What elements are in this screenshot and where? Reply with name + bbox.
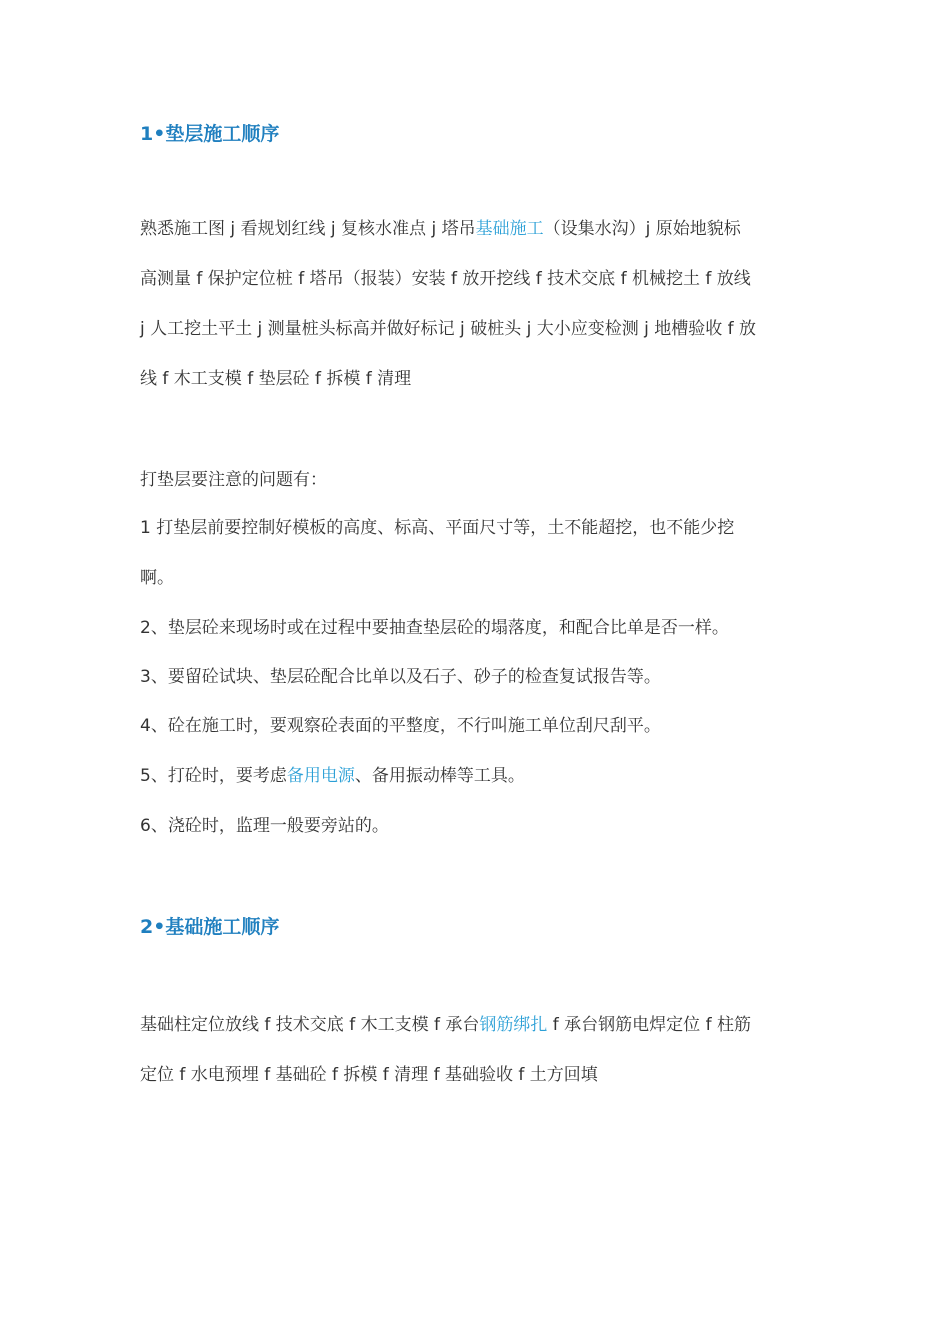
backup-power-link[interactable]: 备用电源 [286, 766, 355, 786]
note-5-text: 5、打砼时，要考虑 [140, 766, 287, 786]
sequence-text: 熟悉施工图 j 看规划红线 j 复核水准点 j 塔吊 [140, 219, 476, 239]
note-5 [140, 751, 525, 801]
sequence-line-3: j 人工挖土平土 j 测量桩头标高并做好标记 j 破桩头 j 大小应变检测 j 地槽验收 f 放 [140, 319, 757, 339]
rebar-binding-link[interactable]: 钢筋绑扎 [479, 1015, 548, 1035]
sequence-line-1 [140, 1000, 820, 1050]
note-3: 3、要留砼试块、垫层砼配合比单以及石子、砂子的检查复试报告等。 [140, 667, 661, 687]
sequence-text: （设集水沟）j 原始地貌标 [543, 219, 741, 239]
sequence-line-1 [140, 204, 820, 254]
foundation-construction-link[interactable]: 基础施工 [475, 219, 544, 239]
notes-intro: 打垫层要注意的问题有： [140, 470, 327, 490]
sequence-text: 基础柱定位放线 f 技术交底 f 木工支模 f 承台 [140, 1015, 480, 1035]
section-1-sequence [140, 204, 820, 404]
note-1-line-2: 啊。 [140, 568, 174, 588]
note-6: 6、浇砼时，监理一般要旁站的。 [140, 816, 389, 836]
sequence-line-2: 定位 f 水电预埋 f 基础砼 f 拆模 f 清理 f 基础验收 f 土方回填 [140, 1065, 598, 1085]
sequence-line-4: 线 f 木工支模 f 垫层砼 f 拆模 f 清理 [140, 369, 412, 389]
note-1-line-1: 1 打垫层前要控制好模板的高度、标高、平面尺寸等，土不能超挖，也不能少挖 [140, 518, 735, 538]
section-2-sequence [140, 1000, 820, 1100]
note-4: 4、砼在施工时，要观察砼表面的平整度，不行叫施工单位刮尺刮平。 [140, 716, 661, 736]
section-1-title: 1•垫层施工顺序 [140, 123, 280, 145]
sequence-text: f 承台钢筋电焊定位 f 柱筋 [547, 1015, 751, 1035]
sequence-line-2: 高测量 f 保护定位桩 f 塔吊（报装）安装 f 放开挖线 f 技术交底 f 机械挖土 f 放线 [140, 269, 751, 289]
note-2: 2、垫层砼来现场时或在过程中要抽查垫层砼的塌落度，和配合比单是否一样。 [140, 618, 729, 638]
note-5-text-end: 、备用振动棒等工具。 [354, 766, 525, 786]
section-2-title: 2•基础施工顺序 [140, 916, 280, 938]
